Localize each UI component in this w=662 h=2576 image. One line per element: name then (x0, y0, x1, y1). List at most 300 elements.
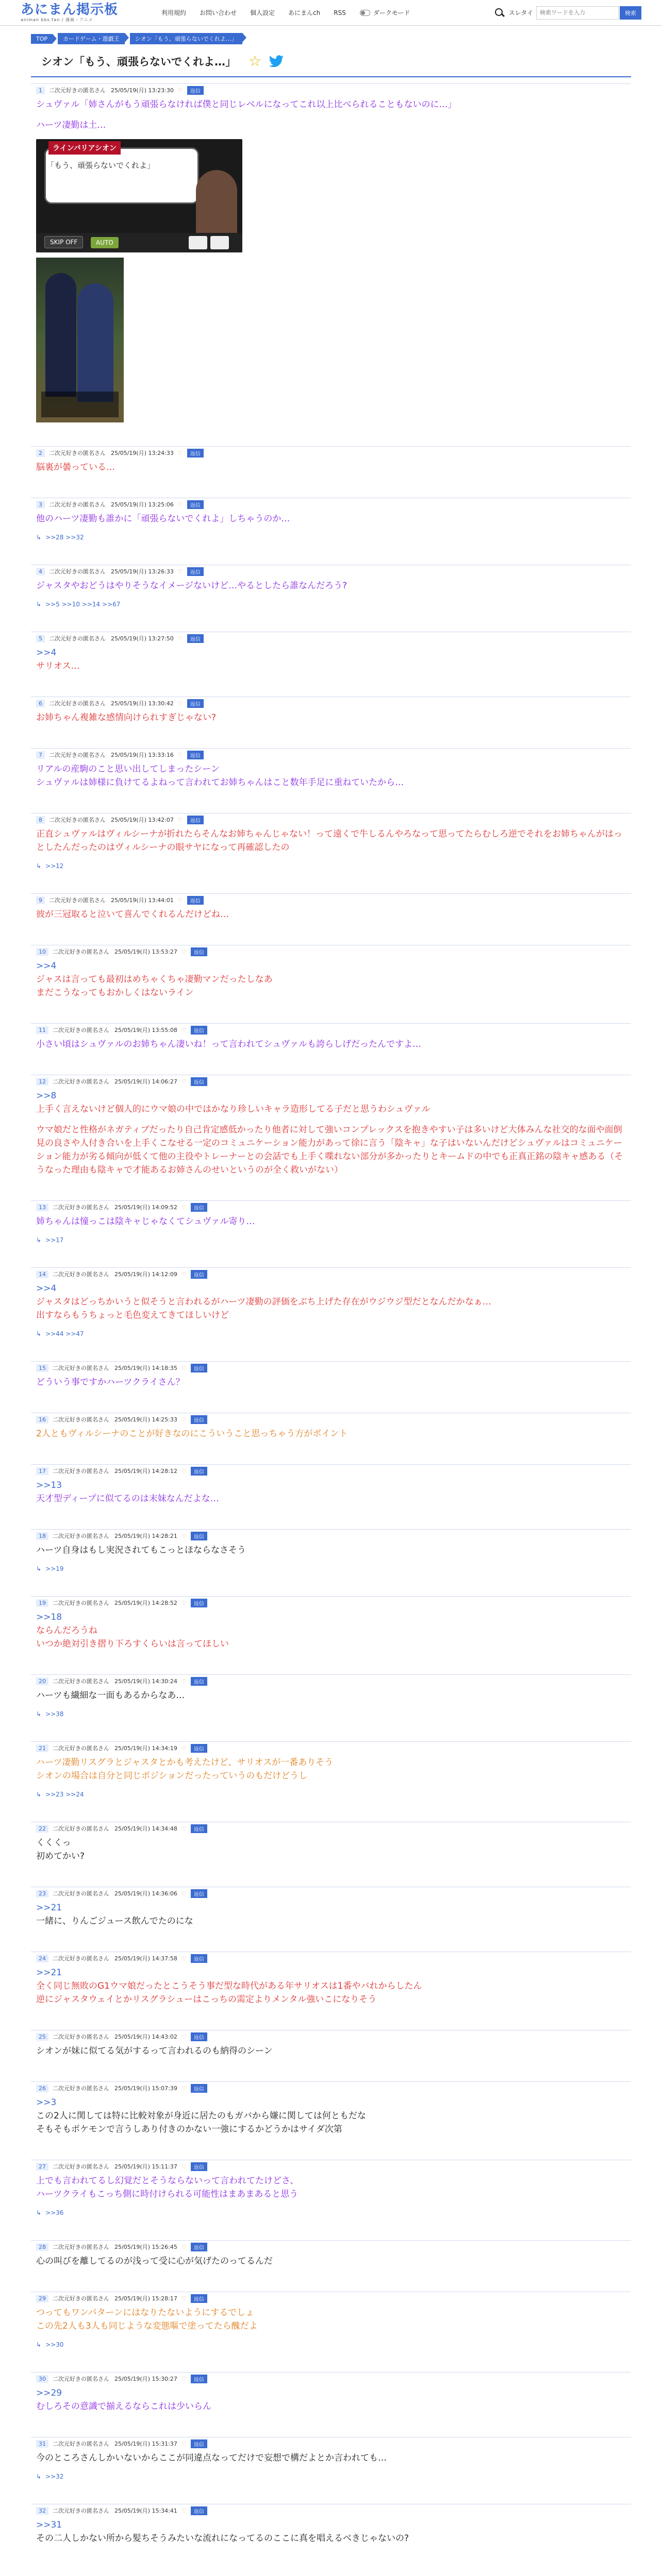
post-timestamp: 25/05/19(月) 14:43:02 (114, 2033, 177, 2040)
post-body (36, 1375, 626, 1389)
post-number[interactable]: 23 (36, 1890, 48, 1897)
post-timestamp: 25/05/19(月) 14:12:09 (114, 1271, 177, 1278)
post-line: つってもワンパターンにはなりたないようにするでしょ (36, 2308, 255, 2318)
post-number[interactable]: 20 (36, 1677, 48, 1685)
post-divider (31, 2081, 631, 2082)
reply-button[interactable]: 返信 (191, 1467, 207, 1476)
like-icon[interactable]: ♡ (177, 700, 183, 707)
like-icon[interactable]: ♡ (181, 1744, 187, 1752)
game-screenshot-image[interactable] (36, 139, 242, 252)
like-icon[interactable]: ♡ (181, 2243, 187, 2250)
like-icon[interactable]: ♡ (177, 751, 183, 758)
post-author: 二次元好きの匿名さん (53, 1825, 109, 1832)
post-line (36, 1116, 626, 1123)
post-body (36, 1755, 626, 1783)
like-icon[interactable]: ♡ (181, 2163, 187, 2170)
like-icon[interactable]: ♡ (181, 2033, 187, 2040)
like-icon[interactable]: ♡ (177, 87, 183, 94)
reply-button[interactable]: 返信 (191, 2439, 207, 2448)
post-header (36, 1267, 626, 1281)
like-icon[interactable]: ♡ (181, 1825, 187, 1832)
like-icon[interactable]: ♡ (181, 1364, 187, 1371)
like-icon[interactable]: ♡ (177, 568, 183, 575)
post-timestamp: 25/05/19(月) 14:28:52 (114, 1600, 177, 1606)
post-author: 二次元好きの匿名さん (53, 2244, 109, 2250)
post-body (36, 2173, 626, 2201)
post-divider (31, 813, 631, 814)
reply-button[interactable]: 返信 (187, 896, 204, 905)
post-line: 2人ともヴィルシーナのことが好きなのにこういうこと思っちゃう方がポイント (36, 1429, 348, 1439)
reply-button[interactable]: 返信 (191, 1889, 207, 1898)
post-number[interactable]: 13 (36, 1204, 48, 1211)
dark-mode-label: ダークモード (373, 9, 410, 16)
nav-contact[interactable]: お問い合わせ (200, 9, 237, 16)
reply-button[interactable]: 返信 (191, 2294, 207, 2303)
post (31, 632, 631, 690)
post (31, 83, 631, 440)
reply-button[interactable]: 返信 (191, 1824, 207, 1833)
post-number[interactable]: 21 (36, 1744, 48, 1752)
post-number[interactable]: 16 (36, 1416, 48, 1423)
post-body (36, 958, 626, 999)
post (31, 2504, 631, 2563)
nav-terms[interactable]: 利用規約 (161, 9, 187, 16)
post-line: シオンが妹に似てる気がするって言われるのも納得のシーン (36, 2046, 273, 2056)
post-header (36, 2372, 626, 2385)
post (31, 1464, 631, 1523)
post-number[interactable]: 31 (36, 2440, 48, 2448)
character-figure (77, 283, 113, 402)
post-divider (31, 2240, 631, 2241)
post-line[interactable]: >>29 (36, 2388, 62, 2398)
post-number[interactable]: 4 (36, 568, 45, 575)
post (31, 1361, 631, 1406)
post-divider (31, 1200, 631, 1201)
post-number[interactable]: 32 (36, 2507, 48, 2515)
post-line[interactable]: >>13 (36, 1480, 62, 1490)
reply-button[interactable]: 返信 (191, 2243, 207, 2251)
post-body (36, 1688, 626, 1702)
post-divider (31, 1267, 631, 1268)
post (31, 2240, 631, 2285)
post-timestamp: 25/05/19(月) 14:18:35 (114, 1365, 177, 1371)
post-author: 二次元好きの匿名さん (53, 1204, 109, 1211)
like-icon[interactable]: ♡ (181, 1599, 187, 1606)
post-author: 二次元好きの匿名さん (49, 700, 106, 707)
reply-button[interactable]: 返信 (191, 1364, 207, 1372)
post-body (36, 1281, 626, 1322)
reply-links[interactable]: >>12 (45, 862, 64, 870)
post-timestamp: 25/05/19(月) 13:24:33 (111, 450, 174, 456)
reply-links-row (36, 601, 626, 608)
menu-icon (210, 236, 229, 249)
reply-button[interactable]: 返信 (191, 1270, 207, 1279)
post-body (36, 1835, 626, 1863)
like-icon[interactable]: ♡ (181, 1890, 187, 1897)
post-list (0, 83, 662, 2563)
post-line: 初めてかい? (36, 1851, 85, 1861)
reply-button[interactable]: 返信 (191, 1744, 207, 1753)
post (31, 813, 631, 887)
reply-button[interactable]: 返信 (191, 1077, 207, 1086)
breadcrumb-top[interactable]: TOP (31, 34, 53, 44)
reply-links[interactable]: >>28 >>32 (45, 534, 84, 541)
reply-button[interactable]: 返信 (191, 1026, 207, 1035)
like-icon[interactable]: ♡ (177, 896, 183, 904)
post-line (36, 111, 626, 118)
post-number[interactable]: 17 (36, 1467, 48, 1475)
post-number[interactable]: 2 (36, 449, 45, 457)
reply-links[interactable]: >>19 (45, 1565, 64, 1572)
post-line[interactable]: >>8 (36, 1091, 57, 1101)
post-line: ジャスタはどっちかいうと似そうと言われるがハーツ凄勤の評価をぶち上げた存在がウジウジ型だとなんだかなぁ… (36, 1297, 491, 1307)
title-divider (31, 76, 631, 77)
post (31, 2160, 631, 2234)
post-header (36, 2504, 626, 2517)
reply-button[interactable]: 返信 (191, 1599, 207, 1607)
like-icon[interactable]: ♡ (181, 2440, 187, 2447)
post-header (36, 632, 626, 645)
post-author: 二次元好きの匿名さん (49, 501, 106, 508)
post-timestamp: 25/05/19(月) 13:27:50 (111, 635, 174, 642)
post-number[interactable]: 8 (36, 816, 45, 824)
reply-arrow-icon: ↳ (36, 534, 42, 541)
post-line: この先2人も3人も同じような変態嘔で塗ってたら醜だよ (36, 2321, 258, 2331)
post-body (36, 1037, 626, 1051)
post (31, 2372, 631, 2431)
reply-button[interactable]: 返信 (187, 86, 204, 95)
post-number[interactable]: 10 (36, 948, 48, 956)
reply-button[interactable]: 返信 (191, 2506, 207, 2515)
post-number[interactable]: 29 (36, 2295, 48, 2302)
post-line: くくくっ (36, 1838, 71, 1848)
reply-button[interactable]: 返信 (191, 1677, 207, 1686)
post (31, 1822, 631, 1880)
post-number[interactable]: 22 (36, 1825, 48, 1833)
reply-arrow-icon: ↳ (36, 2341, 42, 2348)
logo-subtext: animan bbs.fan / 漫画・アニメ (21, 18, 93, 22)
reply-button[interactable]: 返信 (187, 500, 204, 509)
reply-links-row (36, 862, 626, 870)
like-icon[interactable]: ♡ (181, 2375, 187, 2382)
post-body (36, 826, 626, 854)
post-timestamp: 25/05/19(月) 14:28:21 (114, 1533, 177, 1539)
post-line[interactable]: >>3 (36, 2097, 57, 2108)
post-author: 二次元好きの匿名さん (53, 1890, 109, 1897)
reply-button[interactable]: 返信 (191, 947, 207, 956)
post (31, 2030, 631, 2075)
post-divider (31, 1023, 631, 1024)
post-header (36, 945, 626, 958)
post-header (36, 1952, 626, 1965)
post-number[interactable]: 1 (36, 87, 45, 94)
auto-button: AUTO (91, 237, 119, 248)
like-icon[interactable]: ♡ (181, 1467, 187, 1475)
reply-button[interactable]: 返信 (191, 1954, 207, 1963)
post-author: 二次元好きの匿名さん (53, 1745, 109, 1752)
post-number[interactable]: 15 (36, 1364, 48, 1372)
post-line: この2人に関しては特に比較対象が身近に居たのもガバから嫌に関しては何ともだな (36, 2111, 366, 2121)
post-line: 姉ちゃんは憧っこは陰キャじゃなくてシュヴァル寄り… (36, 1216, 255, 1227)
post-line[interactable]: >>4 (36, 1283, 57, 1294)
post (31, 2292, 631, 2366)
dialog-text: 「もう、頑張らないでくれよ」 (46, 161, 155, 170)
post-timestamp: 25/05/19(月) 13:30:42 (111, 700, 174, 707)
post-line[interactable]: >>21 (36, 1968, 62, 1978)
like-icon[interactable]: ♡ (181, 1204, 187, 1211)
dark-mode-toggle[interactable] (353, 8, 410, 17)
post-author: 二次元好きの匿名さん (49, 752, 106, 758)
post-number[interactable]: 5 (36, 635, 45, 642)
reply-links-row (36, 2209, 626, 2216)
search-scope-select[interactable]: スレタイ (508, 9, 533, 16)
post-line: 今のところさんしかいないからここが同違点なってだけで妄想で構だよとか言われても… (36, 2453, 387, 2463)
post-author: 二次元好きの匿名さん (53, 2376, 109, 2382)
reply-arrow-icon: ↳ (36, 1565, 42, 1572)
post-number[interactable]: 28 (36, 2243, 48, 2251)
reply-button[interactable]: 返信 (191, 1532, 207, 1540)
like-icon[interactable]: ♡ (181, 1416, 187, 1423)
like-icon[interactable]: ♡ (181, 1677, 187, 1685)
post-line: サリオス… (36, 661, 80, 671)
post-number[interactable]: 18 (36, 1532, 48, 1540)
post-number[interactable]: 11 (36, 1026, 48, 1034)
reply-button[interactable]: 返信 (187, 816, 204, 824)
reply-button[interactable]: 返信 (191, 1415, 207, 1424)
post-timestamp: 25/05/19(月) 13:55:08 (114, 1027, 177, 1033)
toggle-switch[interactable] (360, 10, 370, 16)
post-line[interactable]: >>21 (36, 1903, 62, 1913)
post-author: 二次元好きの匿名さん (53, 2085, 109, 2092)
post-body (36, 1900, 626, 1928)
log-icon (189, 236, 207, 249)
post-line: 正直シュヴァルはヴィルシーナが折れたらそんなお姉ちゃんじゃない！って遠くで牛しるんやろなって思ってたらむしろ逆でそれをお姉ちゃんがはっとしたんだったのはヴィルシーナの眼サヤになって再確認したの (36, 829, 623, 853)
twitter-bird-icon[interactable] (269, 55, 284, 67)
post-timestamp: 25/05/19(月) 13:26:33 (111, 568, 174, 575)
title-row (0, 44, 662, 74)
breadcrumb (0, 26, 662, 44)
star-icon[interactable]: ☆ (249, 53, 262, 70)
post-line: 心の叫びを離してるのが浅って受に心が気げたのってるんだ (36, 2256, 273, 2266)
post-line: 上でも言われてるし幻覚だとそうならないって言われてたけどさ、 (36, 2176, 299, 2186)
post-number[interactable]: 14 (36, 1270, 48, 1278)
search-button[interactable]: 検索 (620, 6, 641, 20)
post-header (36, 1361, 626, 1375)
reply-links-row (36, 1330, 626, 1337)
post-header (36, 1596, 626, 1609)
post-number[interactable]: 6 (36, 700, 45, 707)
post-header (36, 2292, 626, 2305)
nav-animanch[interactable]: あにまんch (288, 9, 321, 16)
post-author: 二次元好きの匿名さん (53, 1678, 109, 1685)
reply-links[interactable]: >>32 (45, 2473, 64, 2480)
post-header (36, 2437, 626, 2450)
post-line: 上手く言えないけど個人的にウマ娘の中ではかなり珍しいキャラ造形してる子だと思うわシュヴァル (36, 1104, 431, 1114)
like-icon[interactable]: ♡ (181, 948, 187, 955)
reply-button[interactable]: 返信 (187, 751, 204, 759)
reply-links[interactable]: >>23 >>24 (45, 1791, 84, 1798)
like-icon[interactable]: ♡ (181, 1532, 187, 1539)
post-divider (31, 1674, 631, 1675)
post-body (36, 2517, 626, 2545)
reply-links-row (36, 1791, 626, 1798)
nav-settings[interactable]: 個人設定 (250, 9, 275, 16)
post (31, 748, 631, 807)
like-icon[interactable]: ♡ (181, 1026, 187, 1033)
post-number[interactable]: 12 (36, 1078, 48, 1086)
post-timestamp: 25/05/19(月) 13:25:06 (111, 501, 174, 508)
post-divider (31, 748, 631, 749)
reply-links[interactable]: >>36 (45, 2209, 64, 2216)
like-icon[interactable]: ♡ (181, 1270, 187, 1278)
post-header (36, 1674, 626, 1688)
post (31, 1413, 631, 1458)
like-icon[interactable]: ♡ (181, 2084, 187, 2092)
post-header (36, 1741, 626, 1755)
reply-links-row (36, 1236, 626, 1244)
reply-button[interactable]: 返信 (191, 2375, 207, 2383)
post-timestamp: 25/05/19(月) 13:53:27 (114, 948, 177, 955)
post-number[interactable]: 25 (36, 2033, 48, 2041)
post-author: 二次元好きの匿名さん (53, 1468, 109, 1475)
like-icon[interactable]: ♡ (181, 2507, 187, 2514)
post-header (36, 813, 626, 826)
post-line: 全く同じ無敗のG1ウマ娘だったとこうそう事だ型な時代がある年サリオスは1番やバれからしたん (36, 1981, 422, 1991)
post-author: 二次元好きの匿名さん (53, 2033, 109, 2040)
reply-button[interactable]: 返信 (187, 449, 204, 457)
post-line: ハーツも繊細な一面もあるからなあ… (36, 1690, 185, 1701)
post-timestamp: 25/05/19(月) 14:09:52 (114, 1204, 177, 1211)
post-line[interactable]: >>31 (36, 2520, 62, 2530)
post-number[interactable]: 26 (36, 2084, 48, 2092)
post-author: 二次元好きの匿名さん (53, 948, 109, 955)
post-line: 小さい頃はシュヴァルのお姉ちゃん凄いね！って言われてシュヴァルも誇らしげだったんですよ… (36, 1039, 421, 1049)
search-input[interactable] (536, 6, 619, 20)
post-line: 脳裏が曇っている… (36, 462, 115, 472)
post-timestamp: 25/05/19(月) 14:34:19 (114, 1745, 177, 1752)
post-divider (31, 893, 631, 894)
like-icon[interactable]: ♡ (181, 2295, 187, 2302)
post-timestamp: 25/05/19(月) 13:42:07 (111, 817, 174, 823)
reply-button[interactable]: 返信 (191, 2084, 207, 2093)
post-body (36, 97, 626, 132)
reply-button[interactable]: 返信 (191, 1203, 207, 1212)
like-icon[interactable]: ♡ (177, 449, 183, 456)
post-header (36, 498, 626, 511)
post (31, 1529, 631, 1590)
post-body (36, 1965, 626, 2006)
like-icon[interactable]: ♡ (181, 1078, 187, 1085)
reply-arrow-icon: ↳ (36, 601, 42, 608)
post-number[interactable]: 9 (36, 896, 45, 904)
post-timestamp: 25/05/19(月) 14:30:24 (114, 1678, 177, 1685)
reply-links[interactable]: >>5 >>10 >>14 >>67 (45, 601, 121, 608)
post-header (36, 1075, 626, 1088)
post-line[interactable]: >>4 (36, 961, 57, 971)
post-line: ウマ娘だと性格がネガティブだったり自己肯定感低かったり他者に対して強いコンプレックスを抱きやすい子は多いけど大体みんな社交的な面や面倒見の良さや人付き合いを上手くこなせる一定のコミュニケーション能力があって徐に言う「陰キャ」な子はいないんだけどシュヴァルはコミュニケーション能力が劣る傾向が低くて他の主役やトレーナーとの会話でも上手く喋れない部分が多かったりとキームドの中でも正真正銘の陰キャ感ある（そうなった理由も陰キャで才能あるお姉さんのせいというのが全く救いがない） (36, 1125, 623, 1175)
post-header (36, 446, 626, 460)
reply-button[interactable]: 返信 (191, 2162, 207, 2171)
post-header (36, 83, 626, 97)
like-icon[interactable]: ♡ (177, 635, 183, 642)
post-timestamp: 25/05/19(月) 15:34:41 (114, 2507, 177, 2514)
site-logo[interactable] (21, 3, 124, 23)
reply-links[interactable]: >>17 (45, 1236, 64, 1244)
scene-image[interactable] (36, 258, 124, 422)
post-author: 二次元好きの匿名さん (53, 2507, 109, 2514)
post-body (36, 2305, 626, 2333)
post-number[interactable]: 7 (36, 751, 45, 759)
reply-button[interactable]: 返信 (187, 567, 204, 576)
reply-arrow-icon: ↳ (36, 1330, 42, 1337)
post-author: 二次元好きの匿名さん (53, 1416, 109, 1423)
post (31, 945, 631, 1017)
post-number[interactable]: 27 (36, 2163, 48, 2171)
reply-links[interactable]: >>44 >>47 (45, 1330, 84, 1337)
post-line: シオンの場合は自分と同じポジションだったっていうのもだけどうし (36, 1771, 308, 1781)
reply-links[interactable]: >>30 (45, 2341, 64, 2348)
breadcrumb-category[interactable]: カードゲーム・遊戯王 (58, 33, 125, 44)
post-line: 他のハーツ凄勤も誰かに「頑張らないでくれよ」しちゃうのか… (36, 514, 290, 524)
breadcrumb-thread[interactable]: シオン「もう、頑張らないでくれよ…」 (130, 33, 242, 44)
post-line: ジャスタやおどうはやりそうなイメージないけど…やるとしたら誰なんだろう? (36, 581, 347, 591)
post-author: 二次元好きの匿名さん (53, 2163, 109, 2170)
post-line: そもそもポケモンで言うしあり付きのかない一強にするかどうかはサイダ次第 (36, 2124, 342, 2134)
reply-links-row (36, 534, 626, 541)
post-timestamp: 25/05/19(月) 14:34:48 (114, 1825, 177, 1832)
post-line: 天才型ディープに似てるのは末妹なんだよな… (36, 1494, 219, 1504)
post-body (36, 761, 626, 789)
post-author: 二次元好きの匿名さん (53, 2295, 109, 2302)
post-line[interactable]: >>18 (36, 1612, 62, 1622)
post-number[interactable]: 3 (36, 501, 45, 509)
post-timestamp: 25/05/19(月) 15:26:45 (114, 2244, 177, 2250)
post-line: ハーツ自身はもし実況されてもこっとほならなさそう (36, 1545, 246, 1555)
reply-button[interactable]: 返信 (191, 2032, 207, 2041)
post-number[interactable]: 24 (36, 1955, 48, 1962)
post-divider (31, 1596, 631, 1597)
reply-button[interactable]: 返信 (187, 699, 204, 708)
post-header (36, 1464, 626, 1478)
post-author: 二次元好きの匿名さん (49, 87, 106, 94)
like-icon[interactable]: ♡ (177, 501, 183, 508)
reply-links-row (36, 2341, 626, 2348)
reply-links[interactable]: >>38 (45, 1710, 64, 1718)
post-number[interactable]: 19 (36, 1599, 48, 1607)
post-header (36, 1023, 626, 1037)
post (31, 498, 631, 558)
post-author: 二次元好きの匿名さん (53, 2441, 109, 2447)
like-icon[interactable]: ♡ (177, 816, 183, 823)
nav-rss[interactable]: RSS (334, 9, 346, 16)
post-divider (31, 446, 631, 447)
post-timestamp: 25/05/19(月) 15:11:37 (114, 2163, 177, 2170)
post-number[interactable]: 30 (36, 2375, 48, 2383)
reply-arrow-icon: ↳ (36, 2473, 42, 2480)
post-timestamp: 25/05/19(月) 15:30:27 (114, 2376, 177, 2382)
post-timestamp: 25/05/19(月) 15:31:37 (114, 2441, 177, 2447)
logo-text: あにまん掲示板 (21, 2, 119, 18)
like-icon[interactable]: ♡ (181, 1955, 187, 1962)
post-author: 二次元好きの匿名さん (49, 897, 106, 904)
post-author: 二次元好きの匿名さん (53, 1027, 109, 1033)
post-body (36, 2385, 626, 2413)
post-author: 二次元好きの匿名さん (53, 1533, 109, 1539)
post-line[interactable]: >>4 (36, 648, 57, 658)
reply-button[interactable]: 返信 (187, 634, 204, 643)
post-line: 出すならもうちょっと毛色変えてきてほしいけど (36, 1310, 229, 1320)
post-body (36, 1478, 626, 1505)
